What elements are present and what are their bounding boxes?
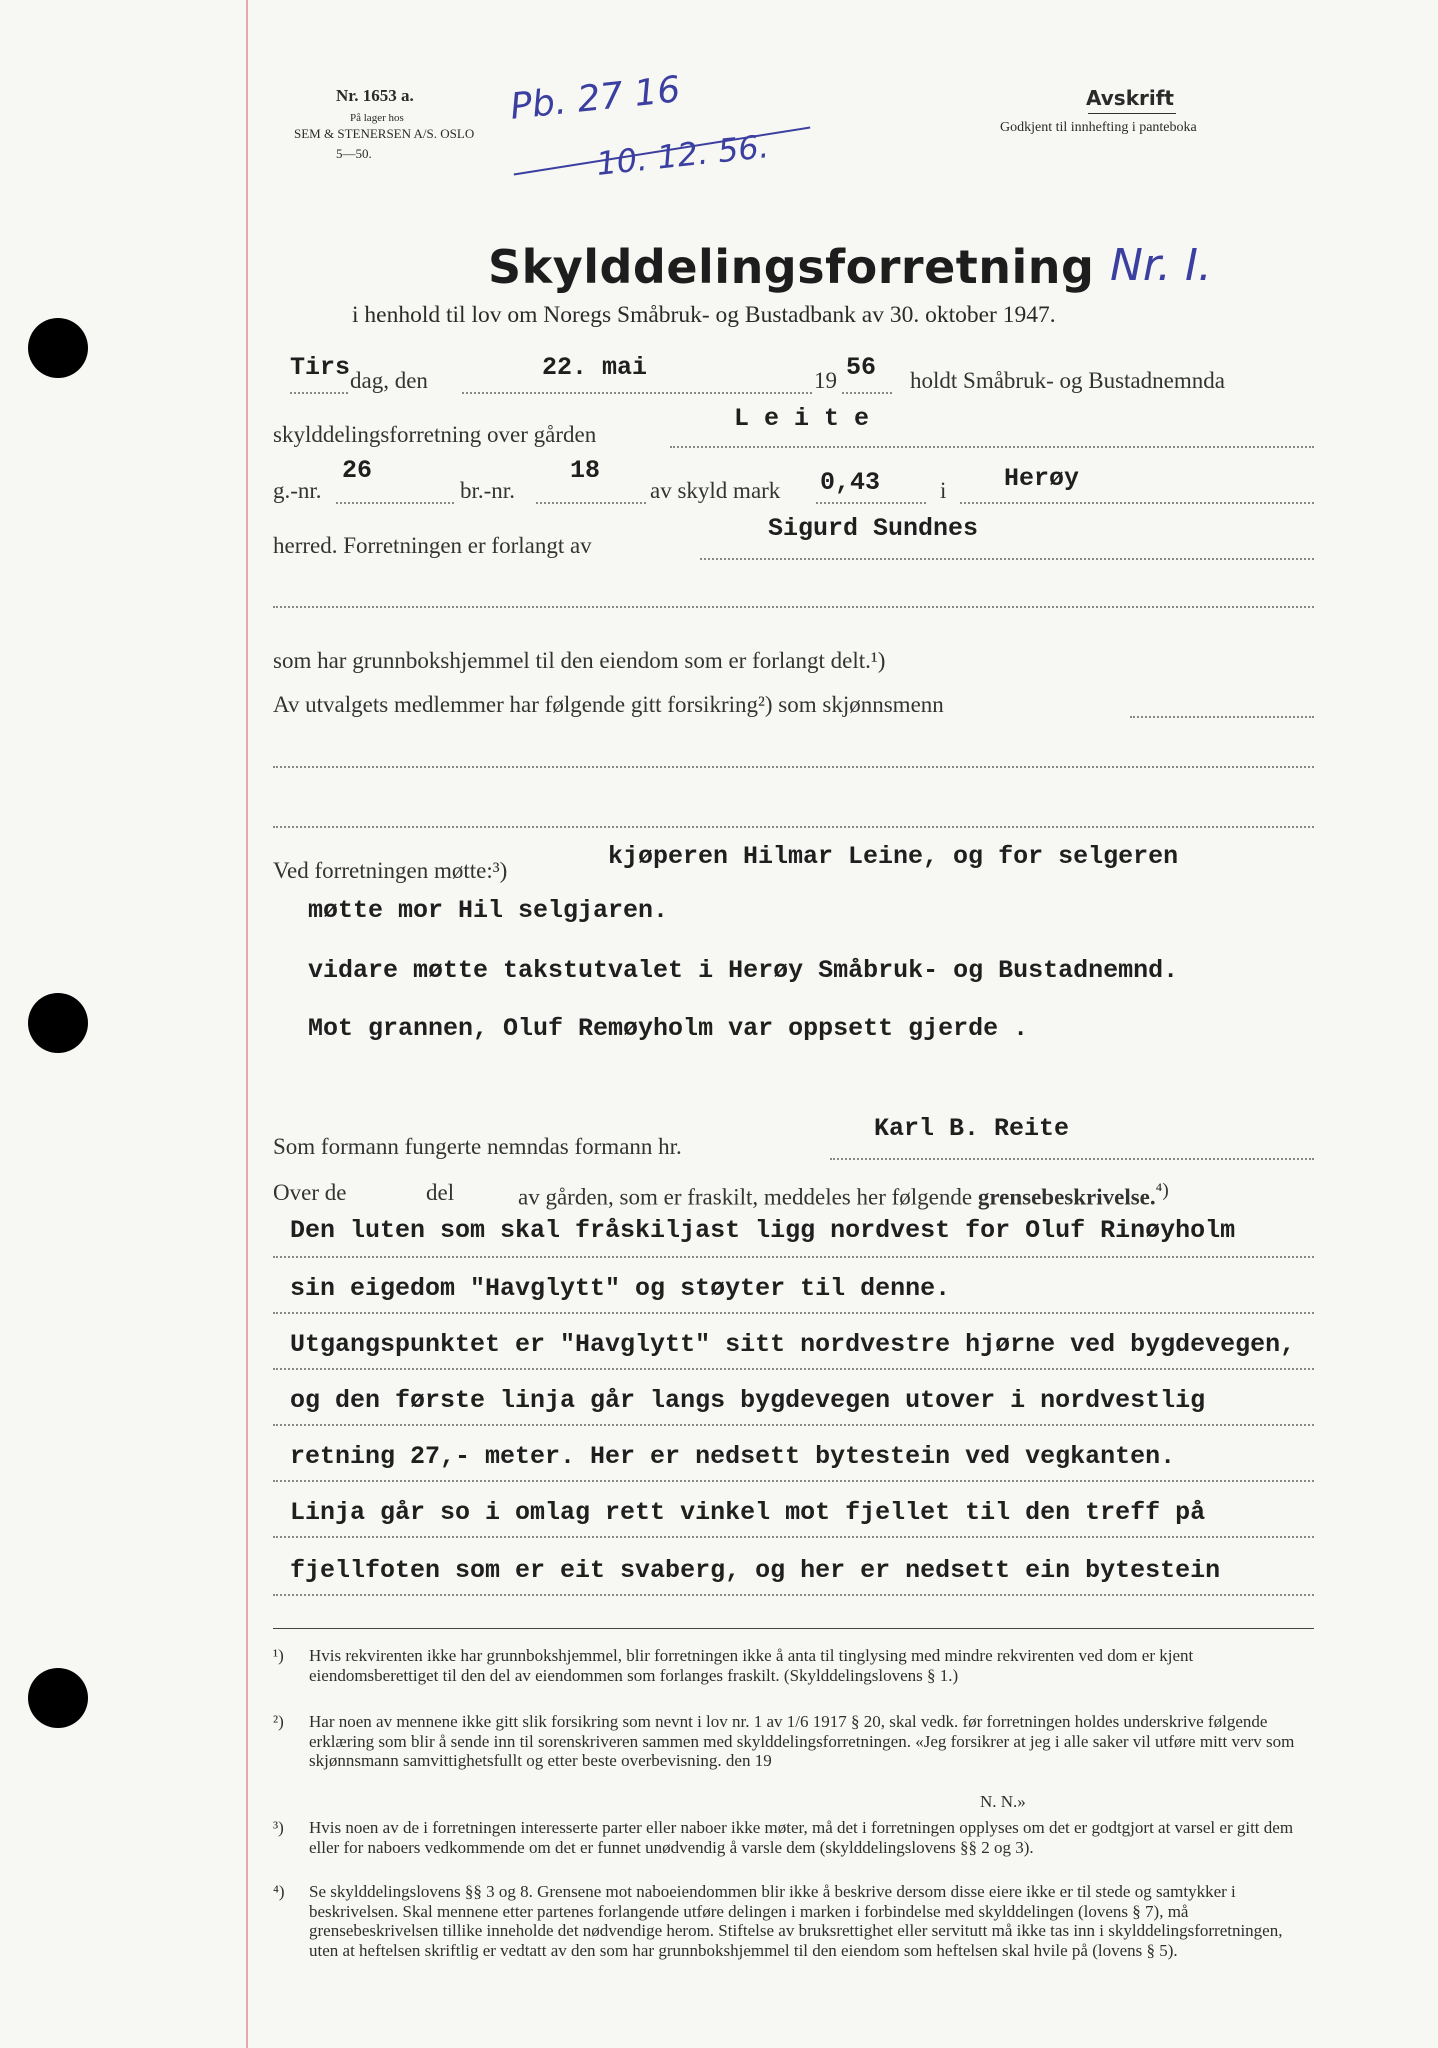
printer-line-2: SEM & STENERSEN A/S. OSLO bbox=[294, 126, 475, 141]
punch-hole-top bbox=[28, 318, 88, 378]
fill-line bbox=[273, 1480, 1314, 1482]
fill-line bbox=[290, 392, 348, 394]
margin-line bbox=[246, 0, 248, 2048]
bnr-label: br.-nr. bbox=[460, 478, 515, 503]
farm-name: L e i t e bbox=[734, 404, 870, 433]
chairman-name: Karl B. Reite bbox=[874, 1114, 1070, 1143]
handwritten-number: Nr. I. bbox=[1110, 240, 1212, 291]
attendance-line-4: Mot grannen, Oluf Remøyholm var oppsett gjerde . bbox=[308, 1014, 1029, 1043]
fill-line bbox=[273, 1368, 1314, 1370]
boundary-line-5: retning 27,- meter. Her er nedsett bytestein ved vegkanten. bbox=[290, 1442, 1176, 1471]
footnote-2-signature bbox=[980, 1792, 1180, 1812]
footnote-1-marker: ¹) bbox=[273, 1646, 284, 1665]
municipality-value: Herøy bbox=[1004, 464, 1080, 493]
del-label: del bbox=[426, 1180, 455, 1205]
avskrift-label: Avskrift bbox=[1086, 86, 1174, 110]
hjemmel-text: som har grunnbokshjemmel til den eiendom som er forlangt delt.¹) bbox=[273, 648, 886, 673]
punch-hole-middle bbox=[28, 993, 88, 1053]
printer-line-1: På lager hos bbox=[350, 112, 404, 124]
attendance-line-1: kjøperen Hilmar Leine, og for selgeren bbox=[608, 842, 1179, 871]
boundary-line-2: sin eigedom "Havglytt" og støyter til denne. bbox=[290, 1274, 951, 1303]
footnote-4-text: Se skylddelingslovens §§ 3 og 8. Grensene mot naboeiendommen blir ikke å beskrive dersom disse eiere ikke er til stede og samtykker i beskrivelsen. Skal mennene etter partenes forlangende utføre delingen i marken i forbindelse med skylddelingen (lovens § 7), må grensebeskrivelsen tillike inneholde det nødvendige herom. Stiftelse av bruksrettighet eller servitutt må ikke tas inn i skylddelingsforretningen, uten at heftelsen skriftlig er vedtatt av den som har grunnbokshjemmel til den eiendom som heftelsen skal hvile på (lovens § 5). bbox=[309, 1882, 1283, 1960]
farm-label: skylddelingsforretning over gården bbox=[273, 422, 597, 447]
fill-line bbox=[960, 502, 1314, 504]
avskrift-underline bbox=[1088, 113, 1176, 114]
footnote-2-signature-text: N. N.» bbox=[980, 1792, 1026, 1811]
printer-line-3: 5—50. bbox=[336, 146, 372, 161]
document-subtitle: i henhold til lov om Noregs Småbruk- og Bustadbank av 30. oktober 1947. bbox=[352, 302, 1056, 328]
avskrift-note: Godkjent til innhefting i panteboka bbox=[1000, 120, 1197, 135]
fill-line bbox=[842, 392, 892, 394]
boundary-label bbox=[518, 1180, 1169, 1211]
date-label: dag, den bbox=[350, 368, 428, 393]
gnr-label: g.-nr. bbox=[273, 478, 322, 503]
fill-line bbox=[273, 606, 1314, 608]
skyld-label: av skyld mark bbox=[650, 478, 781, 503]
footnote-1-text: Hvis rekvirenten ikke har grunnbokshjemmel, blir forretningen ikke å anta til tinglysing med mindre rekvirenten ved dom er kjent eiendomsberettiget til den del av eiendommen som forlanges fraskilt. (Skylddelingslovens § 1.) bbox=[309, 1646, 1194, 1685]
footnote-3-marker: ³) bbox=[273, 1818, 284, 1837]
footnote-2-marker: ²) bbox=[273, 1712, 284, 1731]
bnr-value: 18 bbox=[570, 456, 601, 485]
requested-by-value: Sigurd Sundnes bbox=[768, 514, 979, 543]
form-number: Nr. 1653 a. bbox=[336, 86, 414, 105]
footnote-2-text: Har noen av mennene ikke gitt slik forsikring som nevnt i lov nr. 1 av 1/6 1917 § 20, skal vedk. før forretningen holdes underskrive følgende erklæring som blir å sende inn til sorenskriveren sammen med skylddelingsforretningen. «Jeg forsikrer at jeg i alle saker vil utføre mitt verv som skjønnsmann samvittighetsfullt og etter beste overbevisning. den 19 bbox=[309, 1712, 1295, 1770]
handwritten-reference: Pb. 27 16 bbox=[508, 69, 683, 128]
fill-line bbox=[816, 502, 926, 504]
footnote-4 bbox=[273, 1882, 1314, 1992]
fill-line bbox=[273, 1536, 1314, 1538]
footnote-divider bbox=[273, 1628, 1314, 1629]
fill-line bbox=[273, 1256, 1314, 1258]
attendance-label: Ved forretningen møtte:³) bbox=[273, 858, 508, 883]
fill-line bbox=[273, 1312, 1314, 1314]
boundary-footnote-ref: ⁴) bbox=[1155, 1180, 1169, 1201]
fill-line bbox=[830, 1158, 1314, 1160]
footnote-2 bbox=[273, 1712, 1314, 1792]
municipality-prefix: i bbox=[940, 478, 947, 503]
boundary-line-4: og den første linja går langs bygdevegen utover i nordvestlig bbox=[290, 1386, 1206, 1415]
fill-line bbox=[1130, 716, 1314, 718]
fill-line bbox=[536, 502, 646, 504]
boundary-line-1: Den luten som skal fråskiljast ligg nordvest for Oluf Rinøyholm bbox=[290, 1216, 1236, 1245]
year-prefix: 19 bbox=[814, 368, 837, 393]
boundary-label-bold: grensebeskrivelse. bbox=[977, 1184, 1156, 1210]
held-by-label: holdt Småbruk- og Bustadnemnda bbox=[910, 368, 1225, 393]
requested-by-label: herred. Forretningen er forlangt av bbox=[273, 533, 592, 558]
handwritten-date: 10. 12. 56. bbox=[594, 127, 771, 183]
footnote-1 bbox=[273, 1646, 1314, 1706]
utvalg-text: Av utvalgets medlemmer har følgende gitt forsikring²) som skjønnsmenn bbox=[273, 692, 944, 717]
gnr-value: 26 bbox=[342, 456, 373, 485]
boundary-line-3: Utgangspunktet er "Havglytt" sitt nordvestre hjørne ved bygdevegen, bbox=[290, 1330, 1296, 1359]
footnote-4-marker: ⁴) bbox=[273, 1882, 285, 1901]
attendance-line-2: møtte mor Hil selgjaren. bbox=[308, 896, 669, 925]
footnote-3-text: Hvis noen av de i forretningen interesserte parter eller naboer ikke møter, må det i forretningen opplyses om det er godtgjort at varsel er gitt dem eller for naboers vedkommende om det er funnet unødvendig å varsle dem (skylddelingslovens §§ 2 og 3). bbox=[309, 1818, 1294, 1857]
weekday-value: Tirs bbox=[290, 353, 351, 382]
boundary-line-7: fjellfoten som er eit svaberg, og her er nedsett ein bytestein bbox=[290, 1556, 1221, 1585]
over-de-label: Over de bbox=[273, 1180, 347, 1205]
chairman-label: Som formann fungerte nemndas formann hr. bbox=[273, 1134, 682, 1159]
fill-line bbox=[273, 1424, 1314, 1426]
skyld-value: 0,43 bbox=[820, 468, 881, 497]
date-value: 22. mai bbox=[542, 353, 648, 382]
boundary-line-6: Linja går so i omlag rett vinkel mot fjellet til den treff på bbox=[290, 1498, 1206, 1527]
fill-line bbox=[462, 392, 812, 394]
footnote-3 bbox=[273, 1818, 1314, 1878]
fill-line bbox=[700, 558, 1314, 560]
document-title: Skylddelingsforretning bbox=[488, 240, 1095, 294]
year-value: 56 bbox=[846, 353, 877, 382]
attendance-line-3: vidare møtte takstutvalet i Herøy Småbruk- og Bustadnemnd. bbox=[308, 956, 1179, 985]
fill-line bbox=[273, 1594, 1314, 1596]
fill-line bbox=[670, 446, 1314, 448]
fill-line bbox=[336, 502, 454, 504]
fill-line bbox=[273, 766, 1314, 768]
punch-hole-bottom bbox=[28, 1668, 88, 1728]
fill-line bbox=[273, 826, 1314, 828]
boundary-label-text: av gården, som er fraskilt, meddeles her følgende bbox=[518, 1184, 973, 1210]
